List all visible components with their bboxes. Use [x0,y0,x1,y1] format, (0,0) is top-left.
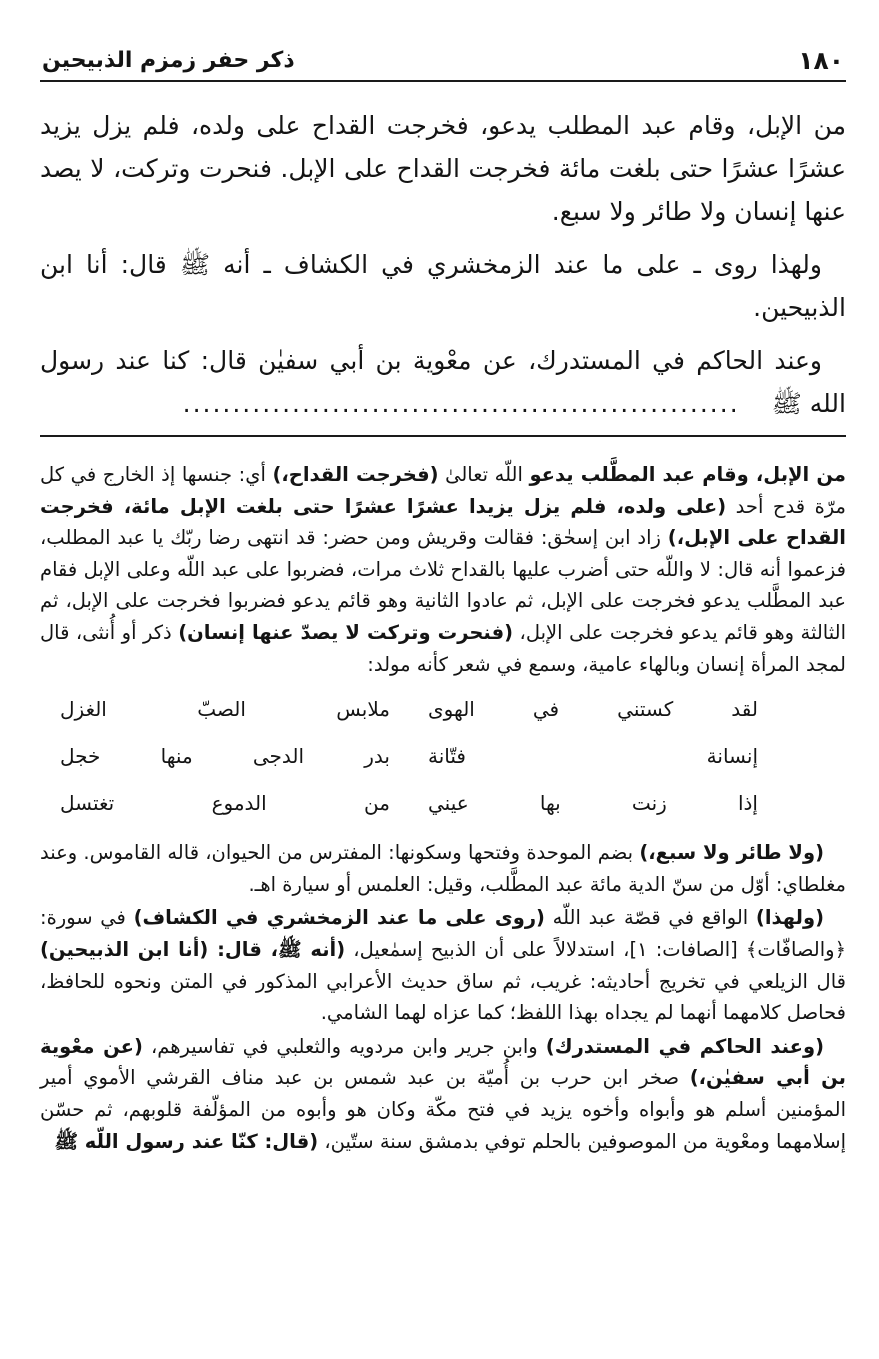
main-text [40,104,846,425]
running-header [40,44,846,82]
book-page [40,44,846,1159]
quoted-text: (ولهذا) [755,906,824,930]
section-divider [40,435,846,437]
poem-verse [40,686,846,733]
quoted-text: (على ولده، فلم يزل يزيدا عشرًا عشرًا حتى بلغت الإبل مائة، فخرجت القداح على الإبل،) [40,494,846,550]
quoted-text: (أنه ﷺ، قال: (أنا ابن الذبيحين) [40,937,346,961]
quoted-text: (وعند الحاكم في المستدرك) [545,1034,824,1058]
commentary-text: صخر ابن حرب بن أُميّة بن عبد شمس بن عبد مناف القرشي الأموي أمير المؤمنين أسلم هو وأبواه وأخوه يزيد في فتح مكّة وكان هو وأبوه من المؤلّفة قلوبهم، ثم حسّن إسلامهما ومعْوية من الموصوفين بالحلم توفي بدمشق سنة ستّين، [40,1066,846,1153]
second-hemistich: بدر الدجى منها خجل [60,743,390,768]
commentary-text: اللّه تعالىٰ [438,463,530,486]
chapter-title: ذكر حفر زمزم الذبيحين [42,48,295,73]
commentary-text: ذكر أو أُنثى، قال لمجد المرأة إنسان وبالهاء عامية، وسمع في شعر كأنه مولد: [40,620,846,676]
poem-verse [40,733,846,780]
quoted-text: (روى على ما عند الزمخشري في الكشاف) [133,906,545,930]
commentary-paragraph [40,1031,846,1157]
commentary-text: في سورة: ﴿والصافّات﴾ [الصافات: ١]، استدلالاً على أن الذبيح إسمٰعيل، [40,906,846,961]
quoted-text: (قال: كنّا عند رسول اللّه ﷺ [54,1129,319,1153]
ellipsis-dots: ........................................................ [182,389,740,418]
commentary-text: الواقع في قصّة عبد اللّه [544,906,756,930]
quoted-text: من الإبل، وقام عبد المطَّلب يدعو [529,463,846,486]
first-hemistich: إنسانة فتّانة [428,743,758,768]
quoted-text: (فخرجت القداح،) [272,463,439,486]
quoted-text: (فنحرت وتركت لا يصدّ عنها إنسان) [178,620,514,644]
commentary-paragraph [40,837,846,900]
first-hemistich: إذا زنت بها عيني [428,790,758,815]
commentary [40,459,846,1157]
poem-verse [40,780,846,827]
quoted-text: (ولا طائر ولا سبع،) [639,841,824,865]
main-paragraph: ولهذا روى ـ على ما عند الزمخشري في الكشاف ـ أنه ﷺ قال: أنا ابن الذبيحين. [40,250,846,322]
commentary-paragraph [40,459,846,680]
main-paragraph-text: وعند الحاكم في المستدرك، عن معْوية بن أبي سفيٰن قال: كنا عند رسول الله ﷺ [40,346,846,418]
poem [40,686,846,827]
first-hemistich: لقد كستني في الهوى [428,696,758,721]
second-hemistich: من الدموع تغتسل [60,790,390,815]
commentary-text: زاد ابن إسحٰق: فقالت وقريش ومن حضر: قد انتهى رضا ربّك يا عبد المطلب، فزعموا أنه قال: لا واللّه حتى أضرب عليها بالقداح ثلاث مرات، فضربوا على عبد اللّه وعلى الإبل فقام عبد المطَّلب يدعو فخرجت على الإبل، ثم عادوا الثانية وهو قائم يدعو فضربوا فخرجت على الإبل، ثم الثالثة وهو قائم يدعو فخرجت على الإبل، [40,526,846,644]
quoted-text: (عن معْوية بن أبي سفيٰن،) [40,1034,846,1090]
commentary-text: أي: جنسها إذ الخارج في كل مرّة قدح أحد [40,463,847,518]
main-paragraph [40,339,846,425]
commentary-paragraph [40,902,846,1028]
main-paragraph: من الإبل، وقام عبد المطلب يدعو، فخرجت القداح على ولده، فلم يزل يزيد عشرًا عشرًا حتى بلغت مائة فخرجت القداح على الإبل. فنحرت وتركت، لا يصد عنها إنسان ولا طائر ولا سبع. [40,111,846,226]
second-hemistich: ملابس الصبّ الغزل [60,696,390,721]
commentary-text: وابن جرير وابن مردويه والثعلبي في تفاسيرهم، [142,1034,546,1058]
commentary-text: قال الزيلعي في تخريج أحاديثه: غريب، ثم ساق حديث الأعرابي المذكور في المتن ونحوه للحافظ، فحاصل كلامهما أنهما لم يجداه بهذا اللفظ؛ كما عزاه لهما الشامي. [40,969,846,1025]
commentary-text: بضم الموحدة وفتحها وسكونها: المفترس من الحيوان، قاله القاموس. وعند مغلطاي: أوّل من سنّ الدية مائة عبد المطَّلب، وقيل: العلمس أو سيارة اهـ. [40,841,846,896]
page-number: ١٨٠ [798,46,844,75]
